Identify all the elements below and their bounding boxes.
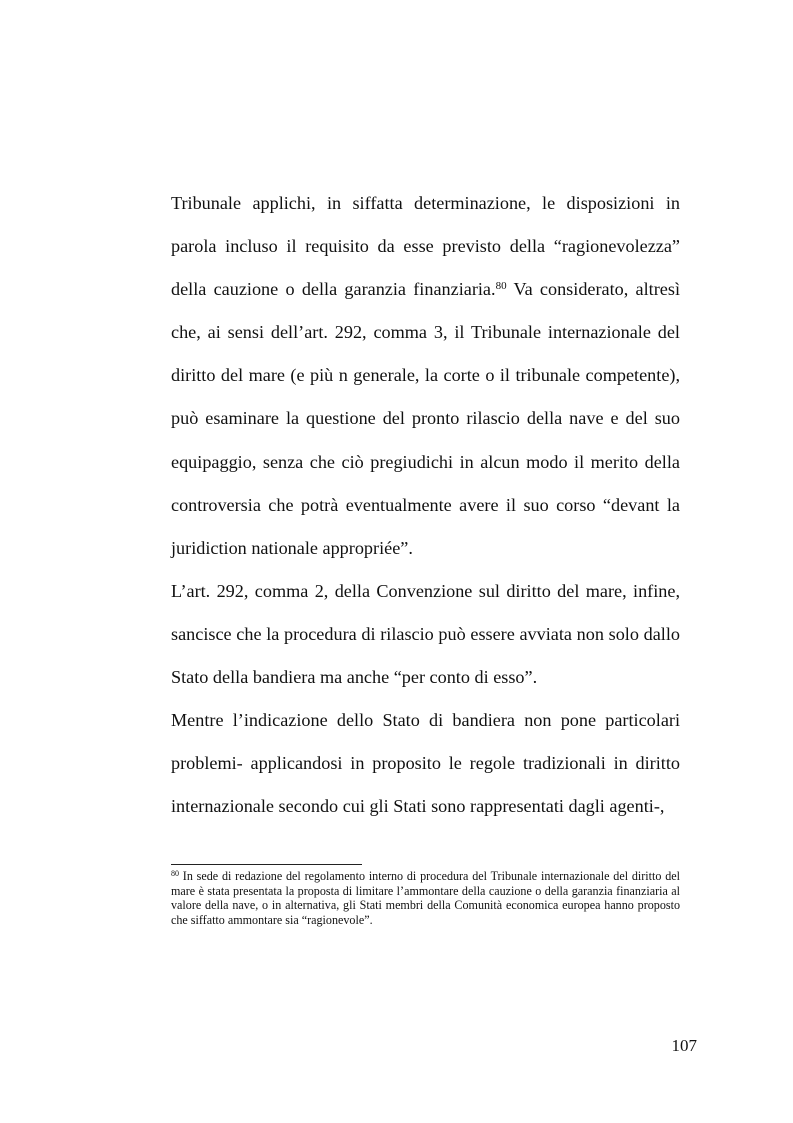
footnote-number: 80 (171, 869, 179, 878)
body-text (171, 182, 680, 828)
paragraph-1-text-end: Va considerato, altresì che, ai sensi dell’art. 292, comma 3, il Tribunale internazionale del diritto del mare (e più n generale, la corte o il tribunale competente), può esaminare la questione del pronto rilascio della nave e del suo equipaggio, senza che ciò pregiudichi in alcun modo il merito della controversia che potrà eventualmente avere il suo corso “devant la juridiction nationale appropriée”. (171, 279, 680, 558)
paragraph-1-text-start: Tribunale applichi, in siffatta determinazione, le disposizioni in parola incluso il requisito da esse previsto della “ragionevolezza” della cauzione o della garanzia finanziaria. (171, 193, 680, 300)
footnote-text: In sede di redazione del regolamento interno di procedura del Tribunale internazionale del diritto del mare è stata presentata la proposta di limitare l’ammontare della cauzione o della garanzia finanziaria al valore della nave, o in alternativa, gli Stati membri della Comunità economica europea hanno proposto che siffatto ammontare sia “ragionevole”. (171, 869, 680, 928)
paragraph-3: Mentre l’indicazione dello Stato di bandiera non pone particolari problemi- applicandosi in proposito le regole tradizionali in diritto internazionale secondo cui gli Stati sono rappresentati dagli agenti-, (171, 710, 680, 817)
paragraph-2: L’art. 292, comma 2, della Convenzione sul diritto del mare, infine, sancisce che la procedura di rilascio può essere avviata non solo dallo Stato della bandiera ma anche “per conto di esso”. (171, 580, 680, 688)
footnote-80 (171, 869, 680, 928)
page-number: 107 (671, 1036, 697, 1055)
footnote-separator (171, 864, 362, 865)
paragraph-1 (171, 182, 680, 570)
footnote-reference-80[interactable]: 80 (495, 280, 507, 293)
